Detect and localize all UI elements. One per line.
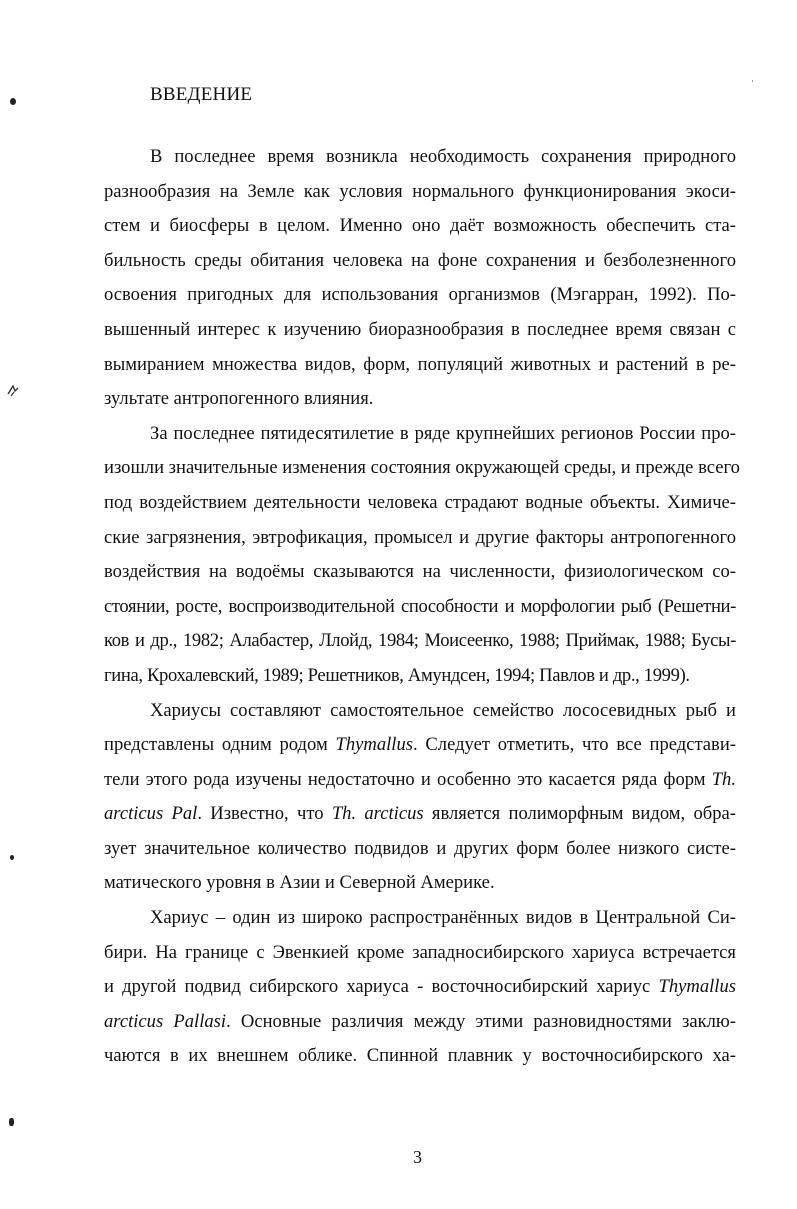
page-number: 3 xyxy=(413,1147,422,1167)
paragraph xyxy=(104,417,740,694)
paragraph xyxy=(104,140,736,417)
text-segment: является полиморфным видом, обра- xyxy=(423,803,736,825)
text-segment: . Известно, что xyxy=(197,803,332,825)
italic-term: arcticus Pal xyxy=(104,803,198,825)
text-line: бири. На границе с Эвенкией кроме западносибирского хариуса встречается xyxy=(104,941,736,963)
text-segment: представлены одним родом xyxy=(104,734,336,756)
scan-mark-dot xyxy=(10,855,14,860)
text-line xyxy=(104,728,736,763)
text-segment: тели этого рода изучены недостаточно и особенно это касается ряда форм xyxy=(104,768,712,790)
text-line: под воздействием деятельности человека страдают водные объекты. Химиче- xyxy=(104,491,736,513)
scan-mark-speck xyxy=(752,80,753,82)
text-line xyxy=(104,1005,736,1040)
text-line: освоения пригодных для использования организмов (Мэгарран, 1992). По- xyxy=(104,284,736,306)
italic-term: Th. xyxy=(711,768,736,790)
paragraph xyxy=(104,694,736,902)
text-line: зует значительное количество подвидов и других форм более низкого систе- xyxy=(104,837,736,859)
text-line xyxy=(104,763,736,798)
text-segment: . Следует отметить, что все представи- xyxy=(412,734,736,756)
text-line: изошли значительные изменения состояния окружающей среды, и прежде всего xyxy=(104,457,740,479)
text-line: бильность среды обитания человека на фоне сохранения и безболезненного xyxy=(104,249,736,271)
text-line xyxy=(104,970,736,1005)
scan-mark-dot xyxy=(10,98,16,105)
italic-term: Th. arcticus xyxy=(331,803,424,825)
text-line: ские загрязнения, эвтрофикация, промысел и другие факторы антропогенного xyxy=(104,526,736,548)
text-line: стоянии, росте, воспроизводительной способности и морфологии рыб (Решетни- xyxy=(104,595,736,617)
italic-term: Thymallus xyxy=(658,976,736,998)
text-line: матического уровня в Азии и Северной Америке. xyxy=(104,872,495,894)
italic-term: Thymallus xyxy=(335,734,413,756)
scan-mark-scribble xyxy=(6,382,20,398)
text-line: стем и биосферы в целом. Именно оно даёт возможность обеспечить ста- xyxy=(104,215,736,237)
text-segment: . Основные различия между этими разновидностями заклю- xyxy=(226,1010,736,1032)
text-line: ков и др., 1982; Алабастер, Ллойд, 1984; Моисеенко, 1988; Приймак, 1988; Бусы- xyxy=(104,630,736,652)
italic-term: arcticus Pallasi xyxy=(104,1010,227,1032)
text-line xyxy=(104,797,736,832)
text-line: За последнее пятидесятилетие в ряде крупнейших регионов России про- xyxy=(150,422,736,444)
text-line: Хариус – один из широко распространённых видов в Центральной Си- xyxy=(150,907,736,929)
section-heading: ВВЕДЕНИЕ xyxy=(150,84,253,105)
text-line: чаются в их внешнем облике. Спинной плавник у восточносибирского ха- xyxy=(104,1045,736,1067)
text-line: разнообразия на Земле как условия нормального функционирования экоси- xyxy=(104,180,736,202)
text-segment: и другой подвид сибирского хариуса - восточносибирский хариус xyxy=(104,976,659,998)
text-line: вымиранием множества видов, форм, популяций животных и растений в ре- xyxy=(104,353,736,375)
text-line: гина, Крохалевский, 1989; Решетников, Амундсен, 1994; Павлов и др., 1999). xyxy=(104,664,690,686)
text-line: вышенный интерес к изучению биоразнообразия в последнее время связан с xyxy=(104,318,736,340)
body-text xyxy=(104,140,740,1074)
scan-mark-dot xyxy=(9,1118,14,1126)
text-line: зультате антропогенного влияния. xyxy=(104,388,374,410)
text-line: В последнее время возникла необходимость сохранения природного xyxy=(150,146,736,167)
text-line: воздействия на водоёмы сказываются на численности, физиологическом со- xyxy=(104,561,736,583)
text-line: Хариусы составляют самостоятельное семейство лососевидных рыб и xyxy=(150,699,736,721)
paragraph xyxy=(104,901,736,1074)
